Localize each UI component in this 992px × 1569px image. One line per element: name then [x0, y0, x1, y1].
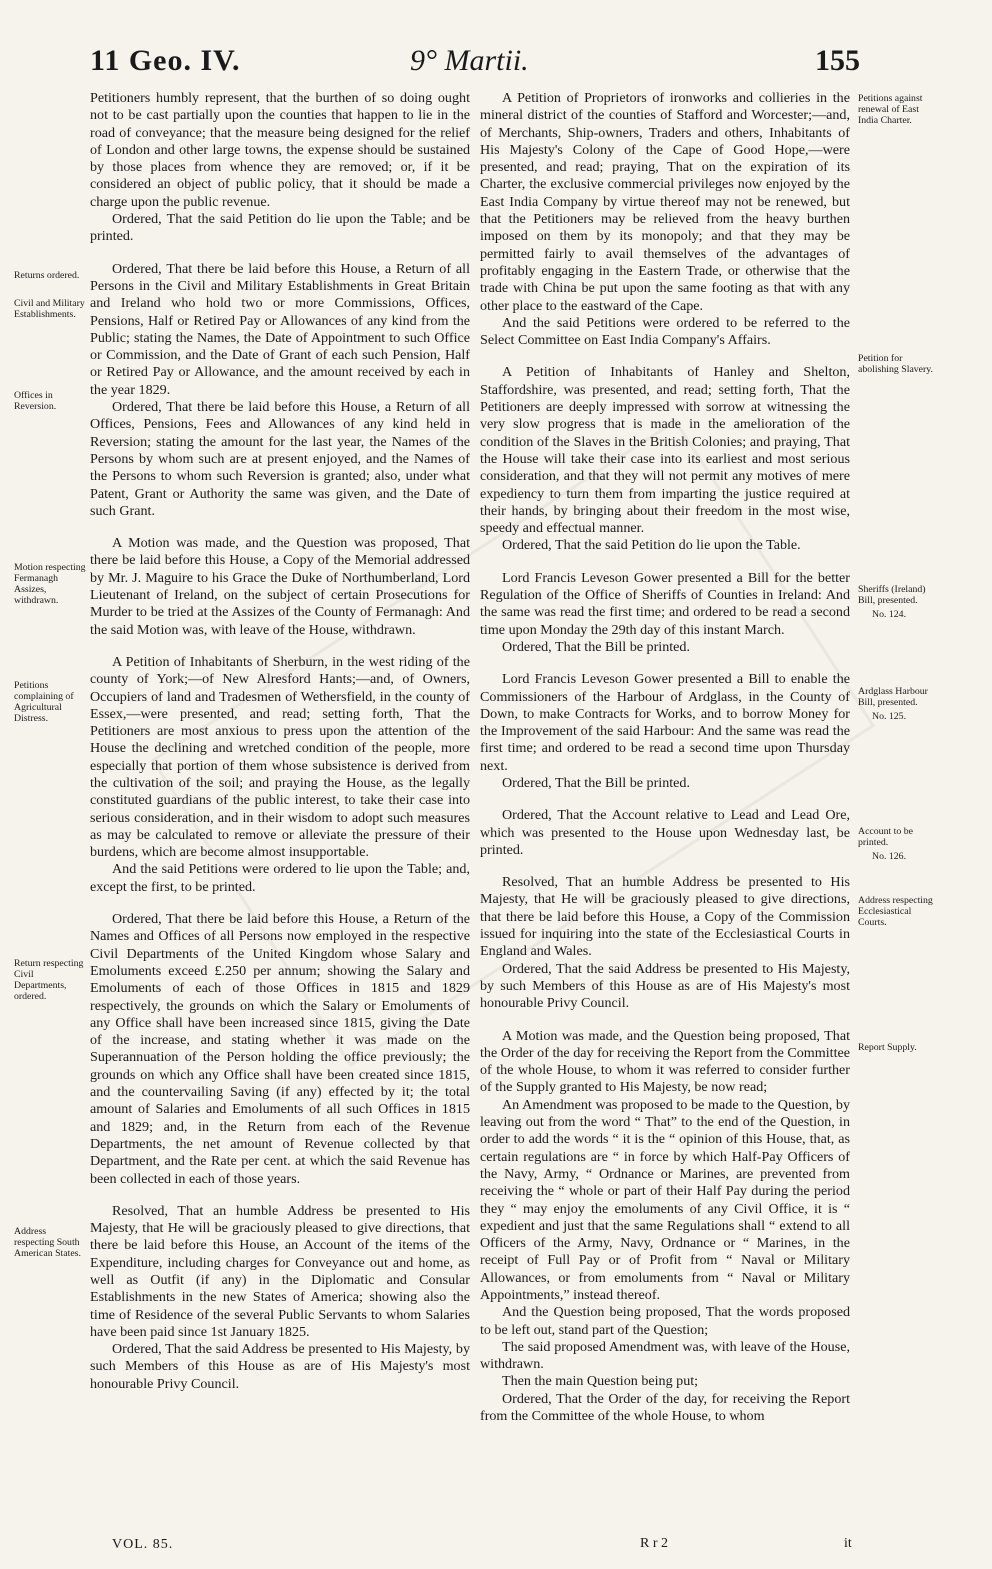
paragraph: And the said Petitions were ordered to lie upon the Table; and, except the first, to be printed.	[90, 861, 470, 895]
paragraph: Lord Francis Leveson Gower presented a Bill for the better Regulation of the Office of Sheriffs of Counties in Ireland: And the same was read the first time; and ordered to be read a second time upon Monday the 29th day of this instant March.	[480, 569, 850, 638]
paragraph: Ordered, That the Bill be printed.	[502, 774, 690, 791]
paragraph: A Motion was made, and the Question was proposed, That there be laid before this House, a Copy of the Memorial addressed by Mr. J. Maguire to his Grace the Duke of Northumberland, Lord Lieutenant of Ireland, on the subject of certain Prosecutions for Murder to be tried at the Assizes of the County of Fermanagh: And the said Motion was, with leave of the House, withdrawn.	[90, 535, 470, 638]
volume-number: VOL. 85.	[112, 1537, 174, 1552]
margin-note-report-supply: Report Supply.	[858, 1042, 917, 1053]
margin-note-account-printed	[858, 826, 938, 862]
paragraph: Ordered, That there be laid before this House, a Return of the Names and Offices of all Persons now employed in the respective Civil Departments of the United Kingdom whose Salary and Emoluments exceed £.250 per annum; showing the Salary and Emoluments of each of those Offices in 1815 and 1829 respectively, the grounds on which the Salary or Emoluments of any Office shall have been increased since 1815, giving the Date of the increase, and stating whether it was made on the Superannuation of the Person holding the office previously; the grounds on which any Office shall have been created since 1815, and the countervailing Saving (if any) effected by it; the total amount of Salaries and Emoluments of all such Offices in 1815 and 1829; and, in the Return from each of the Revenue Departments, the net amount of Revenue collected by that Department, and the Rate per cent. at which the said Revenue has been collected in each of those years.	[90, 911, 470, 1187]
margin-note-south-american-states: Address respecting South American States.	[14, 1226, 81, 1259]
paragraph: Resolved, That an humble Address be presented to His Majesty, that He will be graciously pleased to give directions, that there be laid before this House, an Account of the items of the Expenditure, including charges for Conveyance out and home, as well as Outfit (if any) in the Diplomatic and Consular Establishments in the new States of America; showing also the time of Residence of the several Public Servants to whom Salaries have been paid since 1st January 1825.	[90, 1202, 470, 1340]
paragraph: And the said Petitions were ordered to be referred to the Select Committee on East India Company's Affairs.	[480, 314, 850, 349]
margin-note-civil-military: Civil and Military Establishments.	[14, 298, 85, 320]
margin-note-returns-ordered: Returns ordered.	[14, 270, 80, 281]
paragraph: The said proposed Amendment was, with leave of the House, withdrawn.	[480, 1338, 850, 1373]
header-regnal-year: 11 Geo. IV.	[90, 44, 241, 77]
paragraph: Petitioners humbly represent, that the burthen of so doing ought not to be cast partially upon the counties that happen to lie in the road of conveyance; that the measure being designed for the relief of London and other large towns, the expense should be sustained by those places from whence they are removed; or, if it be considered an object of public policy, that it should be made a charge upon the public revenue.	[90, 90, 470, 210]
margin-note-account-label: Account to be printed.	[858, 826, 913, 848]
left-column	[90, 90, 470, 1393]
margin-note-agricultural-distress: Petitions complaining of Agricultural Distress.	[14, 680, 74, 724]
paragraph: An Amendment was proposed to be made to the Question, by leaving out from the word “ That” to the end of the Question, in order to add the words “ it is the “ opinion of this House, that, as certain regulations are “ in force by which Half-Pay Officers of the Navy, Army, “ Ordnance or Marines, are prevented from receiving the “ whole or part of their Half Pay during the period they “ may enjoy the emoluments of any Civil Office, it is “ expedient and just that the same Regulations shall “ extend to all Officers of the Army, Navy, Ordnance or “ Marines, in the receipt of Full Pay or of Profit from “ Naval or Military Allowances, or from emoluments from “ Naval or Military Appointments,” instead thereof.	[480, 1096, 850, 1303]
right-column	[480, 90, 850, 1425]
margin-note-east-india: Petitions against renewal of East India Charter.	[858, 93, 923, 126]
paragraph: Resolved, That an humble Address be presented to His Majesty, that He will be graciously pleased to give directions, that there be laid before this House, a Copy of the Commission issued for inquiring into the state of the Ecclesiastical Courts in England and Wales.	[480, 874, 850, 960]
paragraph: A Petition of Inhabitants of Hanley and Shelton, Staffordshire, was presented, and read; setting forth, That the Petitioners are deeply impressed with sorrow at witnessing the very slow progress that is made in the amelioration of the condition of the Slaves in the British Colonies; and praying, That the House will take their case into its earliest and most serious consideration, and that they will not permit any motives of mere expediency to turn them from imparting the justice required at their hands, by bringing about their freedom in the most wise, speedy and effectual manner.	[480, 364, 850, 537]
margin-note-offices-reversion: Offices in Reversion.	[14, 390, 57, 412]
margin-note-sheriffs-label: Sheriffs (Ireland) Bill, presented.	[858, 584, 926, 606]
bill-number-125: No. 125.	[872, 711, 907, 722]
margin-note-fermanagh-motion: Motion respecting Fermanagh Assizes, withdrawn.	[14, 562, 86, 606]
paragraph: Lord Francis Leveson Gower presented a Bill to enable the Commissioners of the Harbour of Ardglass, in the County of Down, to make Contracts for Works, and to borrow Money for the Improvement of the said Harbour: And the same was read the first time; and ordered to be read a second time upon Thursday next.	[480, 671, 850, 774]
paragraph: Ordered, That the said Address be presented to His Majesty, by such Members of this House as are of His Majesty's most honourable Privy Council.	[480, 960, 850, 1012]
paragraph: And the Question being proposed, That the words proposed to be left out, stand part of the Question;	[480, 1304, 850, 1338]
paragraph: Ordered, That there be laid before this House, a Return of all Offices, Pensions, Fees and Allowances of any kind held in Reversion; stating the amount for the last year, the Names of the Persons by whom such are at present enjoyed, and the Names of the Persons to whom such Reversion is granted; also, under what Patent, Grant or Authority the same was given, and the Date of such Grant.	[90, 399, 470, 519]
margin-note-slavery: Petition for abolishing Slavery.	[858, 353, 934, 375]
paragraph: A Motion was made, and the Question being proposed, That the Order of the day for receiving the Report from the Committee of the whole House, to whom it was referred to consider further of the Supply granted to His Majesty, be now read;	[480, 1027, 850, 1096]
page-number: 155	[815, 44, 860, 77]
header-date: 9° Martii.	[410, 44, 529, 77]
catchword: it	[844, 1536, 852, 1551]
paragraph: Ordered, That the said Address be presented to His Majesty, by such Members of this House as are of His Majesty's most honourable Privy Council.	[90, 1341, 470, 1392]
paragraph: A Petition of Proprietors of ironworks and collieries in the mineral district of the counties of Stafford and Worcester;—and, of Merchants, Ship-owners, Traders and others, Inhabitants of His Majesty's Colony of the Cape of Good Hope,—were presented, and read; praying, That on the expiration of its Charter, the exclusive commercial privileges now enjoyed by the East India Company by virtue thereof may not be renewed, but that the Petitioners may be relieved from the heavy burthen imposed on them by its monopoly; and that they may be permitted fairly to avail themselves of the advantages of profitably engaging in the Eastern Trade, or otherwise that the trade with China be put upon the same footing as that with any other place to the eastward of the Cape.	[480, 90, 850, 314]
bill-number-124: No. 124.	[872, 609, 907, 620]
paragraph: Ordered, That there be laid before this House, a Return of all Persons in the Civil and Military Establishments in Great Britain and Ireland who hold two or more Commissions, Offices, Pensions, Half or Retired Pay or Allowances of any kind from the Public; stating the Names, the Date of Appointment to such Office or Commission, and the Date of Grant of each such Pension, Half or Retired Pay or Allowance, and the amount received by each in the year 1829.	[90, 260, 470, 398]
signature-mark: R r 2	[640, 1536, 668, 1551]
paragraph: Ordered, That the Order of the day, for receiving the Report from the Committee of the whole House, to whom	[480, 1390, 850, 1425]
bill-number-126: No. 126.	[872, 851, 907, 862]
margin-note-ardglass-bill	[858, 686, 938, 722]
page-header	[90, 44, 860, 88]
paragraph: A Petition of Inhabitants of Sherburn, in the west riding of the county of York;—of New Alresford Hants;—and, of Owners, Occupiers of land and Tradesmen of Wethersfield, in the county of Essex,—were presented, and read; setting forth, That the Petitioners are most anxious to press upon the attention of the House the declining and wretched condition of the people, more especially that portion of them whose subsistence is derived from the cultivation of the soil; and praying the House, as the legally constituted guardians of the public interest, to take their case into serious consideration, and in their wisdom to adopt such measures as may be calculated to remove or alleviate the pressure of their burdens, which are become almost insupportable.	[90, 653, 470, 861]
paragraph: Ordered, That the Bill be printed.	[502, 638, 690, 655]
margin-note-sheriffs-bill	[858, 584, 938, 620]
margin-note-ecclesiastical-courts: Address respecting Ecclesiastical Courts.	[858, 895, 933, 928]
paragraph: Ordered, That the said Petition do lie upon the Table; and be printed.	[90, 211, 470, 245]
paragraph: Ordered, That the Account relative to Lead and Lead Ore, which was presented to the House upon Wednesday last, be printed.	[480, 807, 850, 858]
paragraph: Then the main Question being put;	[502, 1373, 699, 1390]
margin-note-civil-departments: Return respecting Civil Departments, ordered.	[14, 958, 84, 1002]
paragraph: Ordered, That the said Petition do lie upon the Table.	[502, 537, 801, 554]
margin-note-ardglass-label: Ardglass Harbour Bill, presented.	[858, 686, 928, 708]
